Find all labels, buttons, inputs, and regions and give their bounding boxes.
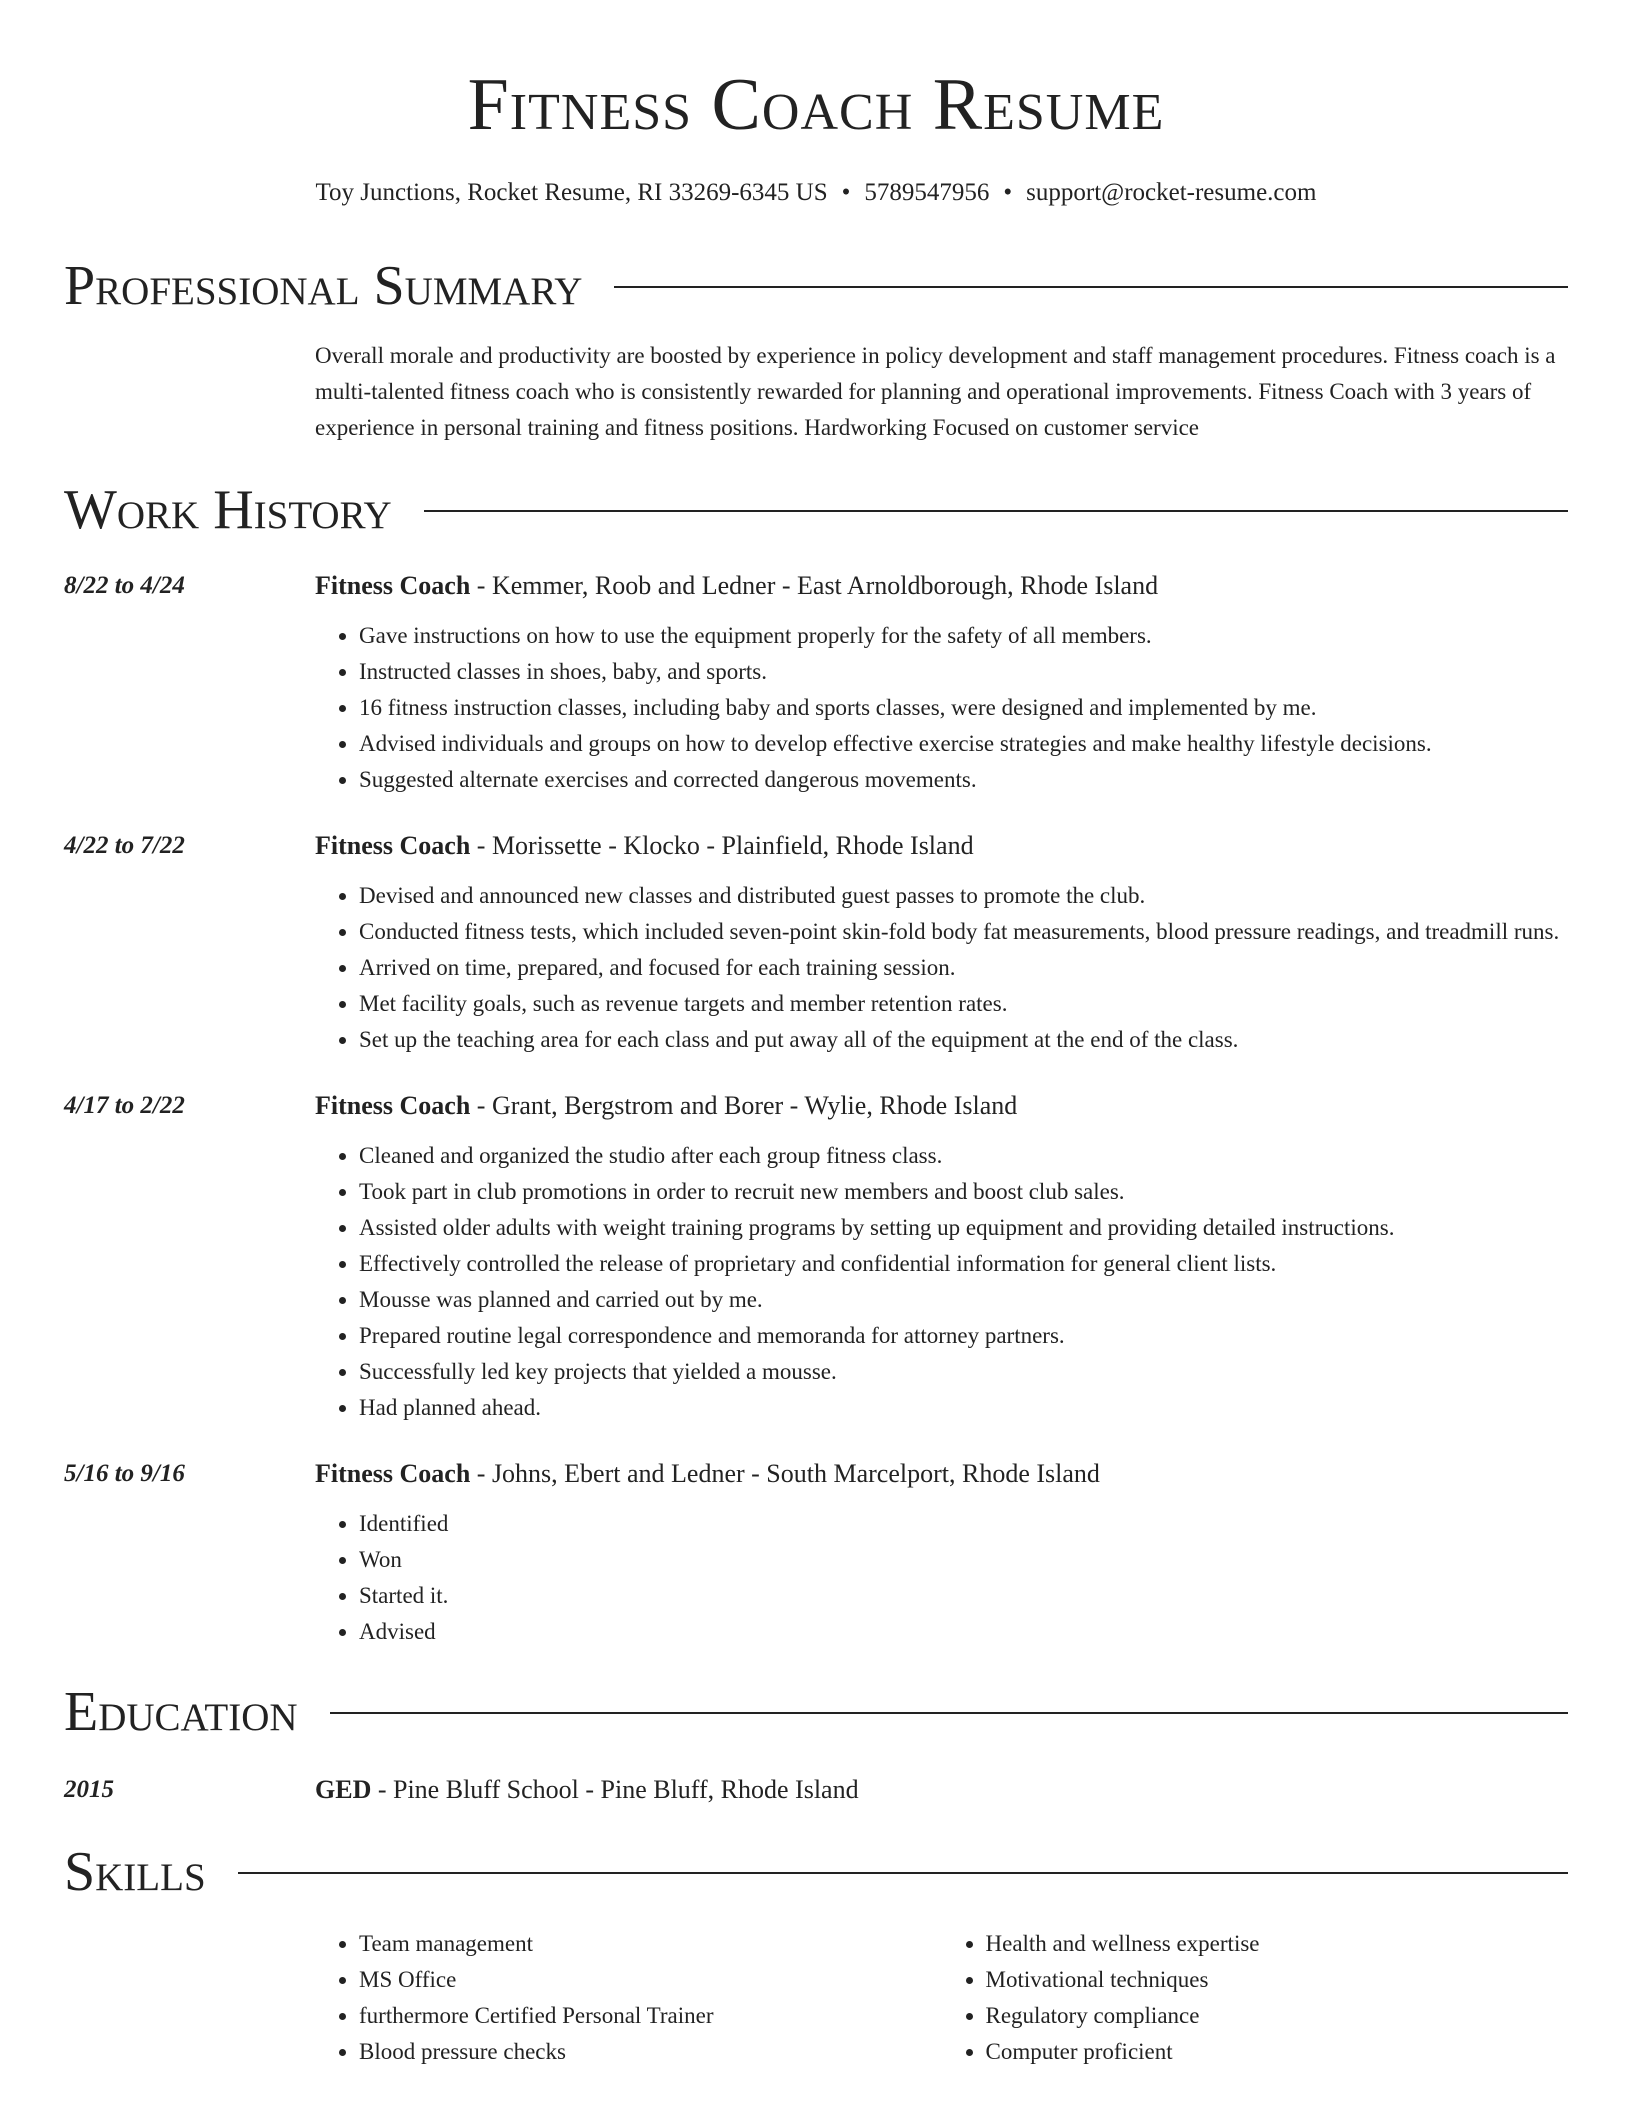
job-entry xyxy=(64,1088,1568,1426)
job-bullet: • Conducted fitness tests, which included seven-point skin-fold body fat measurements, blood pressure readings, and treadmill runs. xyxy=(359,914,1568,950)
contact-line xyxy=(64,176,1568,210)
job-bullet: • Met facility goals, such as revenue targets and member retention rates. xyxy=(359,986,1568,1022)
job-bullet: • Took part in club promotions in order to recruit new members and boost club sales. xyxy=(359,1174,1568,1210)
job-entry xyxy=(64,828,1568,1058)
job-bullet: • Prepared routine legal correspondence and memoranda for attorney partners. xyxy=(359,1318,1568,1354)
skills-list-left xyxy=(315,1926,942,2070)
job-entry xyxy=(64,1456,1568,1650)
job-bullet: • Identified xyxy=(359,1506,1568,1542)
education-year: 2015 xyxy=(64,1776,114,1803)
job-bullet: • Won xyxy=(359,1542,1568,1578)
job-dates: 5/16 to 9/16 xyxy=(64,1460,185,1487)
job-role: Fitness Coach xyxy=(315,571,471,600)
section-divider xyxy=(330,1712,1568,1714)
job-bullet: • Arrived on time, prepared, and focused for each training session. xyxy=(359,950,1568,986)
job-body xyxy=(315,568,1568,798)
job-bullet: • Gave instructions on how to use the equipment properly for the safety of all members. xyxy=(359,618,1568,654)
education-school: - Pine Bluff School - Pine Bluff, Rhode Island xyxy=(371,1775,859,1804)
job-body xyxy=(315,1456,1568,1650)
work-section-header xyxy=(64,478,1568,542)
job-role: Fitness Coach xyxy=(315,831,471,860)
summary-heading: Professional Summary xyxy=(64,255,583,317)
job-bullet: • Devised and announced new classes and distributed guest passes to promote the club. xyxy=(359,878,1568,914)
education-degree: GED xyxy=(315,1775,372,1804)
education-section-header xyxy=(64,1680,1568,1744)
job-bullets xyxy=(315,1506,1568,1650)
job-bullet: • Had planned ahead. xyxy=(359,1390,1568,1426)
job-role: Fitness Coach xyxy=(315,1459,471,1488)
skills-heading: Skills xyxy=(64,1841,206,1903)
job-dates: 4/17 to 2/22 xyxy=(64,1092,185,1119)
skills-list-right xyxy=(942,1926,1569,2070)
education-details xyxy=(315,1772,1568,1808)
skill-item: • Team management xyxy=(359,1926,942,1962)
contact-phone: 5789547956 xyxy=(864,179,990,206)
contact-address: Toy Junctions, Rocket Resume, RI 33269-6345 US xyxy=(315,179,828,206)
job-entry xyxy=(64,568,1568,798)
job-bullet: • Successfully led key projects that yielded a mousse. xyxy=(359,1354,1568,1390)
job-title-line xyxy=(315,568,1568,604)
job-bullet: • Set up the teaching area for each class and put away all of the equipment at the end of the class. xyxy=(359,1022,1568,1058)
job-bullet: • Mousse was planned and carried out by me. xyxy=(359,1282,1568,1318)
section-divider xyxy=(238,1872,1568,1874)
job-bullet: • Assisted older adults with weight training programs by setting up equipment and providing detailed instructions. xyxy=(359,1210,1568,1246)
skill-item: • Motivational techniques xyxy=(986,1962,1569,1998)
job-dates: 4/22 to 7/22 xyxy=(64,832,185,859)
skill-item: • Regulatory compliance xyxy=(986,1998,1569,2034)
summary-text: Overall morale and productivity are boosted by experience in policy development and staff management procedures. Fitness coach is a multi-talented fitness coach who is consistently rewarded for planning and operational improvements. Fitness Coach with 3 years of experience in personal training and fitness positions. Hardworking Focused on customer service xyxy=(315,343,1556,440)
job-bullets xyxy=(315,618,1568,798)
job-bullet: • Suggested alternate exercises and corrected dangerous movements. xyxy=(359,762,1568,798)
education-heading: Education xyxy=(64,1681,298,1743)
job-bullet: • Effectively controlled the release of proprietary and confidential information for general client lists. xyxy=(359,1246,1568,1282)
skills-section-header xyxy=(64,1840,1568,1904)
page-title: Fitness Coach Resume xyxy=(467,64,1165,146)
contact-separator: • xyxy=(1003,179,1013,206)
contact-email: support@rocket-resume.com xyxy=(1026,179,1317,206)
job-bullet: • Advised individuals and groups on how to develop effective exercise strategies and make healthy lifestyle decisions. xyxy=(359,726,1568,762)
section-divider xyxy=(614,286,1568,288)
summary-section-header xyxy=(64,254,1568,318)
job-employer: - Johns, Ebert and Ledner - South Marcelport, Rhode Island xyxy=(470,1459,1100,1488)
contact-separator: • xyxy=(841,179,851,206)
section-divider xyxy=(424,510,1568,512)
skill-item: • MS Office xyxy=(359,1962,942,1998)
job-bullet: • Instructed classes in shoes, baby, and sports. xyxy=(359,654,1568,690)
job-body xyxy=(315,828,1568,1058)
skill-item: • Health and wellness expertise xyxy=(986,1926,1569,1962)
education-entry xyxy=(64,1772,1568,1808)
skills-columns xyxy=(315,1926,1568,2070)
job-bullets xyxy=(315,1138,1568,1426)
job-title-line xyxy=(315,1088,1568,1124)
job-bullet: • Advised xyxy=(359,1614,1568,1650)
job-list xyxy=(64,568,1568,1650)
job-role: Fitness Coach xyxy=(315,1091,471,1120)
job-title-line xyxy=(315,828,1568,864)
job-employer: - Grant, Bergstrom and Borer - Wylie, Rhode Island xyxy=(470,1091,1018,1120)
job-title-line xyxy=(315,1456,1568,1492)
job-bullet: • 16 fitness instruction classes, including baby and sports classes, were designed and implemented by me. xyxy=(359,690,1568,726)
skill-item: • Blood pressure checks xyxy=(359,2034,942,2070)
job-body xyxy=(315,1088,1568,1426)
job-employer: - Morissette - Klocko - Plainfield, Rhode Island xyxy=(470,831,974,860)
job-employer: - Kemmer, Roob and Ledner - East Arnoldborough, Rhode Island xyxy=(470,571,1159,600)
job-dates: 8/22 to 4/24 xyxy=(64,572,185,599)
work-heading: Work History xyxy=(64,479,392,541)
skill-item: • Computer proficient xyxy=(986,2034,1569,2070)
job-bullets xyxy=(315,878,1568,1058)
skill-item: • furthermore Certified Personal Trainer xyxy=(359,1998,942,2034)
job-bullet: • Cleaned and organized the studio after each group fitness class. xyxy=(359,1138,1568,1174)
job-bullet: • Started it. xyxy=(359,1578,1568,1614)
